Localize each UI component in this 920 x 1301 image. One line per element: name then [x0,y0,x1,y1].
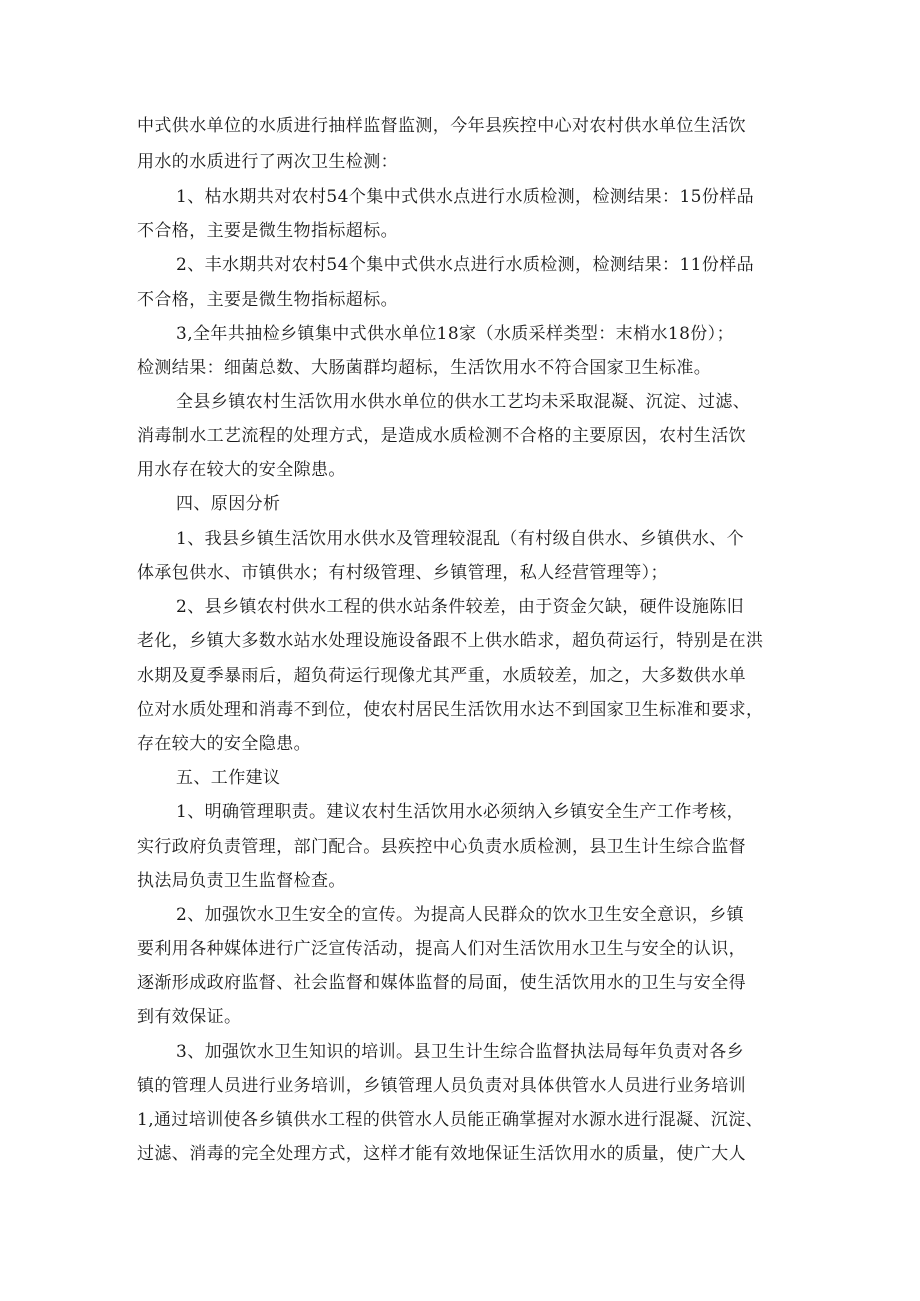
text-line: 3、加强饮水卫生知识的培训。县卫生计生综合监督执法局每年负责对各乡 [176,1042,745,1062]
text-line: 体承包供水、市镇供水；有村级管理、乡镇管理，私人经营管理等）； [137,563,668,583]
text-line: 过滤、消毒的完全处理方式，这样才能有效地保证生活饮用水的质量，使广大人 [137,1144,746,1164]
text-line: 消毒制水工艺流程的处理方式，是造成水质检测不合格的主要原因，农村生活饮 [137,426,746,446]
text-line: 用水的水质进行了两次卫生检测： [137,152,398,172]
text-line: 检测结果：细菌总数、大肠菌群均超标，生活饮用水不符合国家卫生标准。 [137,358,712,378]
section-heading: 四、原因分析 [176,494,281,514]
text-line: 中式供水单位的水质进行抽样监督监测，今年县疾控中心对农村供水单位生活饮 [137,116,746,136]
text-line: 全县乡镇农村生活饮用水供水单位的供水工艺均未采取混凝、沉淀、过滤、 [176,392,751,412]
text-line: 3,全年共抽检乡镇集中式供水单位18家（水质采样类型：末梢水18份）； [176,324,734,344]
text-line: 1、枯水期共对农村54个集中式供水点进行水质检测，检测结果：15份样品 [176,187,755,207]
text-line: 2、县乡镇农村供水工程的供水站条件较差，由于资金欠缺，硬件设施陈旧 [176,597,745,617]
text-line: 不合格，主要是微生物指标超标。 [137,290,398,310]
text-line: 实行政府负责管理，部门配合。县疾控中心负责水质检测，县卫生计生综合监督 [137,837,746,857]
text-line: 位对水质处理和消毒不到位，使农村居民生活饮用水达不到国家卫生标准和要求， [137,700,764,720]
text-line: 逐渐形成政府监督、社会监督和媒体监督的局面，使生活饮用水的卫生与安全得 [137,973,746,993]
text-line: 水期及夏季暴雨后，超负荷运行现像尤其严重，水质较差，加之，大多数供水单 [137,666,746,686]
text-line: 执法局负责卫生监督检查。 [137,871,346,891]
text-line: 镇的管理人员进行业务培训，乡镇管理人员负责对具体供管水人员进行业务培训 [137,1076,746,1096]
text-line: 1,通过培训使各乡镇供水工程的供管水人员能正确掌握对水源水进行混凝、沉淀、 [137,1110,764,1130]
text-line: 用水存在较大的安全隙患。 [137,460,346,480]
text-line: 老化，乡镇大多数水站水处理设施设备跟不上供水皓求，超负荷运行，特别是在洪 [137,631,764,651]
text-line: 1、明确管理职责。建议农村生活饮用水必须纳入乡镇安全生产工作考核， [176,802,745,822]
text-line: 2、加强饮水卫生安全的宣传。为提高人民群众的饮水卫生安全意识，乡镇 [176,905,745,925]
text-line: 到有效保证。 [137,1007,242,1027]
text-line: 不合格，主要是微生物指标超标。 [137,221,398,241]
text-line: 要利用各种媒体进行广泛宣传活动，提高人们对生活饮用水卫生与安全的认识， [137,939,746,959]
text-line: 2、丰水期共对农村54个集中式供水点进行水质检测，检测结果：11份样品 [176,255,755,275]
section-heading: 五、工作建议 [176,768,281,788]
text-line: 1、我县乡镇生活饮用水供水及管理较混乱（有村级自供水、乡镇供水、个 [176,529,745,549]
text-line: 存在较大的安全隐患。 [137,734,311,754]
